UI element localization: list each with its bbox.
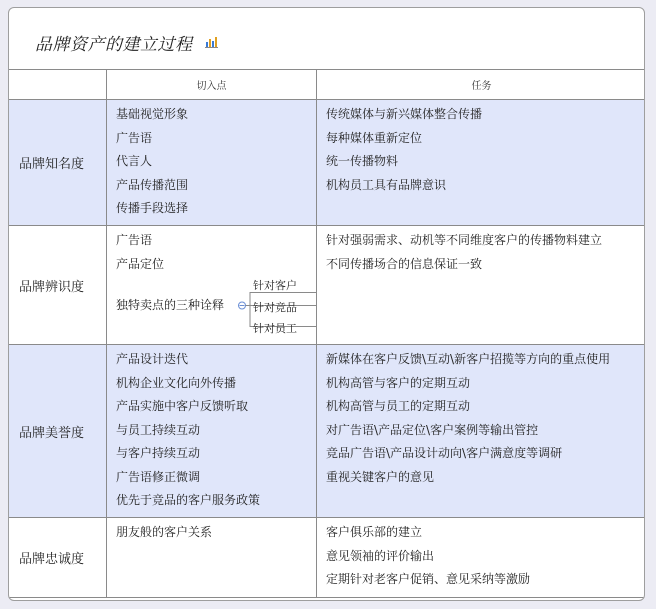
task-item: 统一传播物料 [326, 154, 399, 168]
entry-point-item: 产品设计迭代 [116, 352, 189, 366]
entry-point-item: 广告语 [116, 233, 153, 247]
task-item: 客户俱乐部的建立 [326, 525, 423, 539]
entry-point-item: 产品定位 [116, 256, 165, 271]
branch-leaf: 针对员工 [253, 322, 297, 335]
header-entry-points: 切入点 [107, 70, 317, 100]
row-loyalty [9, 518, 646, 598]
branch-leaf: 针对竞品 [253, 301, 297, 314]
task-item: 传统媒体与新兴媒体整合传播 [326, 107, 483, 121]
entry-point-item: 代言人 [116, 154, 153, 168]
task-item: 机构高管与员工的定期互动 [326, 399, 471, 413]
entry-point-item: 广告语修正微调 [116, 469, 201, 484]
task-item: 定期针对老客户促销、意见采纳等激励 [326, 572, 531, 586]
header-tasks: 任务 [317, 70, 646, 100]
row-label: 品牌美誉度 [9, 345, 107, 518]
task-item: 机构员工具有品牌意识 [326, 177, 447, 192]
row-awareness [9, 100, 646, 226]
branch-leaf: 针对客户 [253, 279, 297, 292]
branch-node: 独特卖点的三种诠释 [116, 298, 225, 312]
entry-point-item: 产品传播范围 [116, 177, 189, 192]
task-item: 不同传播场合的信息保证一致 [326, 256, 483, 271]
brand-matrix-table [8, 69, 645, 598]
row-label: 品牌忠诚度 [9, 518, 107, 598]
entry-points-cell [107, 226, 317, 345]
task-item: 意见领袖的评价输出 [326, 548, 435, 563]
entry-point-item: 优先于竞品的客户服务政策 [116, 493, 261, 507]
row-label: 品牌辨识度 [9, 226, 107, 345]
entry-point-item: 广告语 [116, 130, 153, 145]
task-item: 每种媒体重新定位 [326, 130, 423, 145]
row-label: 品牌知名度 [9, 100, 107, 226]
entry-point-item: 传播手段选择 [116, 201, 189, 215]
header-row [9, 70, 646, 100]
row-reputation [9, 345, 646, 518]
tasks-cell [317, 226, 646, 345]
entry-point-item: 基础视觉形象 [116, 107, 189, 121]
task-item: 重视关键客户的意见 [326, 469, 435, 484]
page-title: 品牌资产的建立过程 [35, 35, 193, 55]
task-item: 对广告语\产品定位\客户案例等输出管控 [326, 422, 539, 437]
tasks-cell [317, 518, 646, 598]
entry-points-cell [107, 345, 317, 518]
mindmap-card [8, 7, 645, 601]
header-empty [9, 70, 107, 100]
entry-point-item: 产品实施中客户反馈听取 [116, 399, 249, 413]
task-item: 新媒体在客户反馈\互动\新客户招揽等方向的重点使用 [326, 352, 611, 366]
entry-point-item: 与员工持续互动 [116, 422, 201, 437]
entry-points-cell [107, 518, 317, 598]
row-recognition [9, 226, 646, 345]
task-item: 针对强弱需求、动机等不同维度客户的传播物料建立 [326, 233, 603, 247]
task-item: 竞品广告语\产品设计动向\客户满意度等调研 [326, 446, 563, 460]
tasks-cell [317, 100, 646, 226]
task-item: 机构高管与客户的定期互动 [326, 375, 471, 390]
entry-point-item: 与客户持续互动 [116, 446, 201, 460]
tasks-cell [317, 345, 646, 518]
chart-icon [205, 35, 218, 48]
entry-point-item: 机构企业文化向外传播 [116, 375, 237, 390]
entry-point-item: 朋友般的客户关系 [116, 525, 213, 539]
entry-points-cell [107, 100, 317, 226]
